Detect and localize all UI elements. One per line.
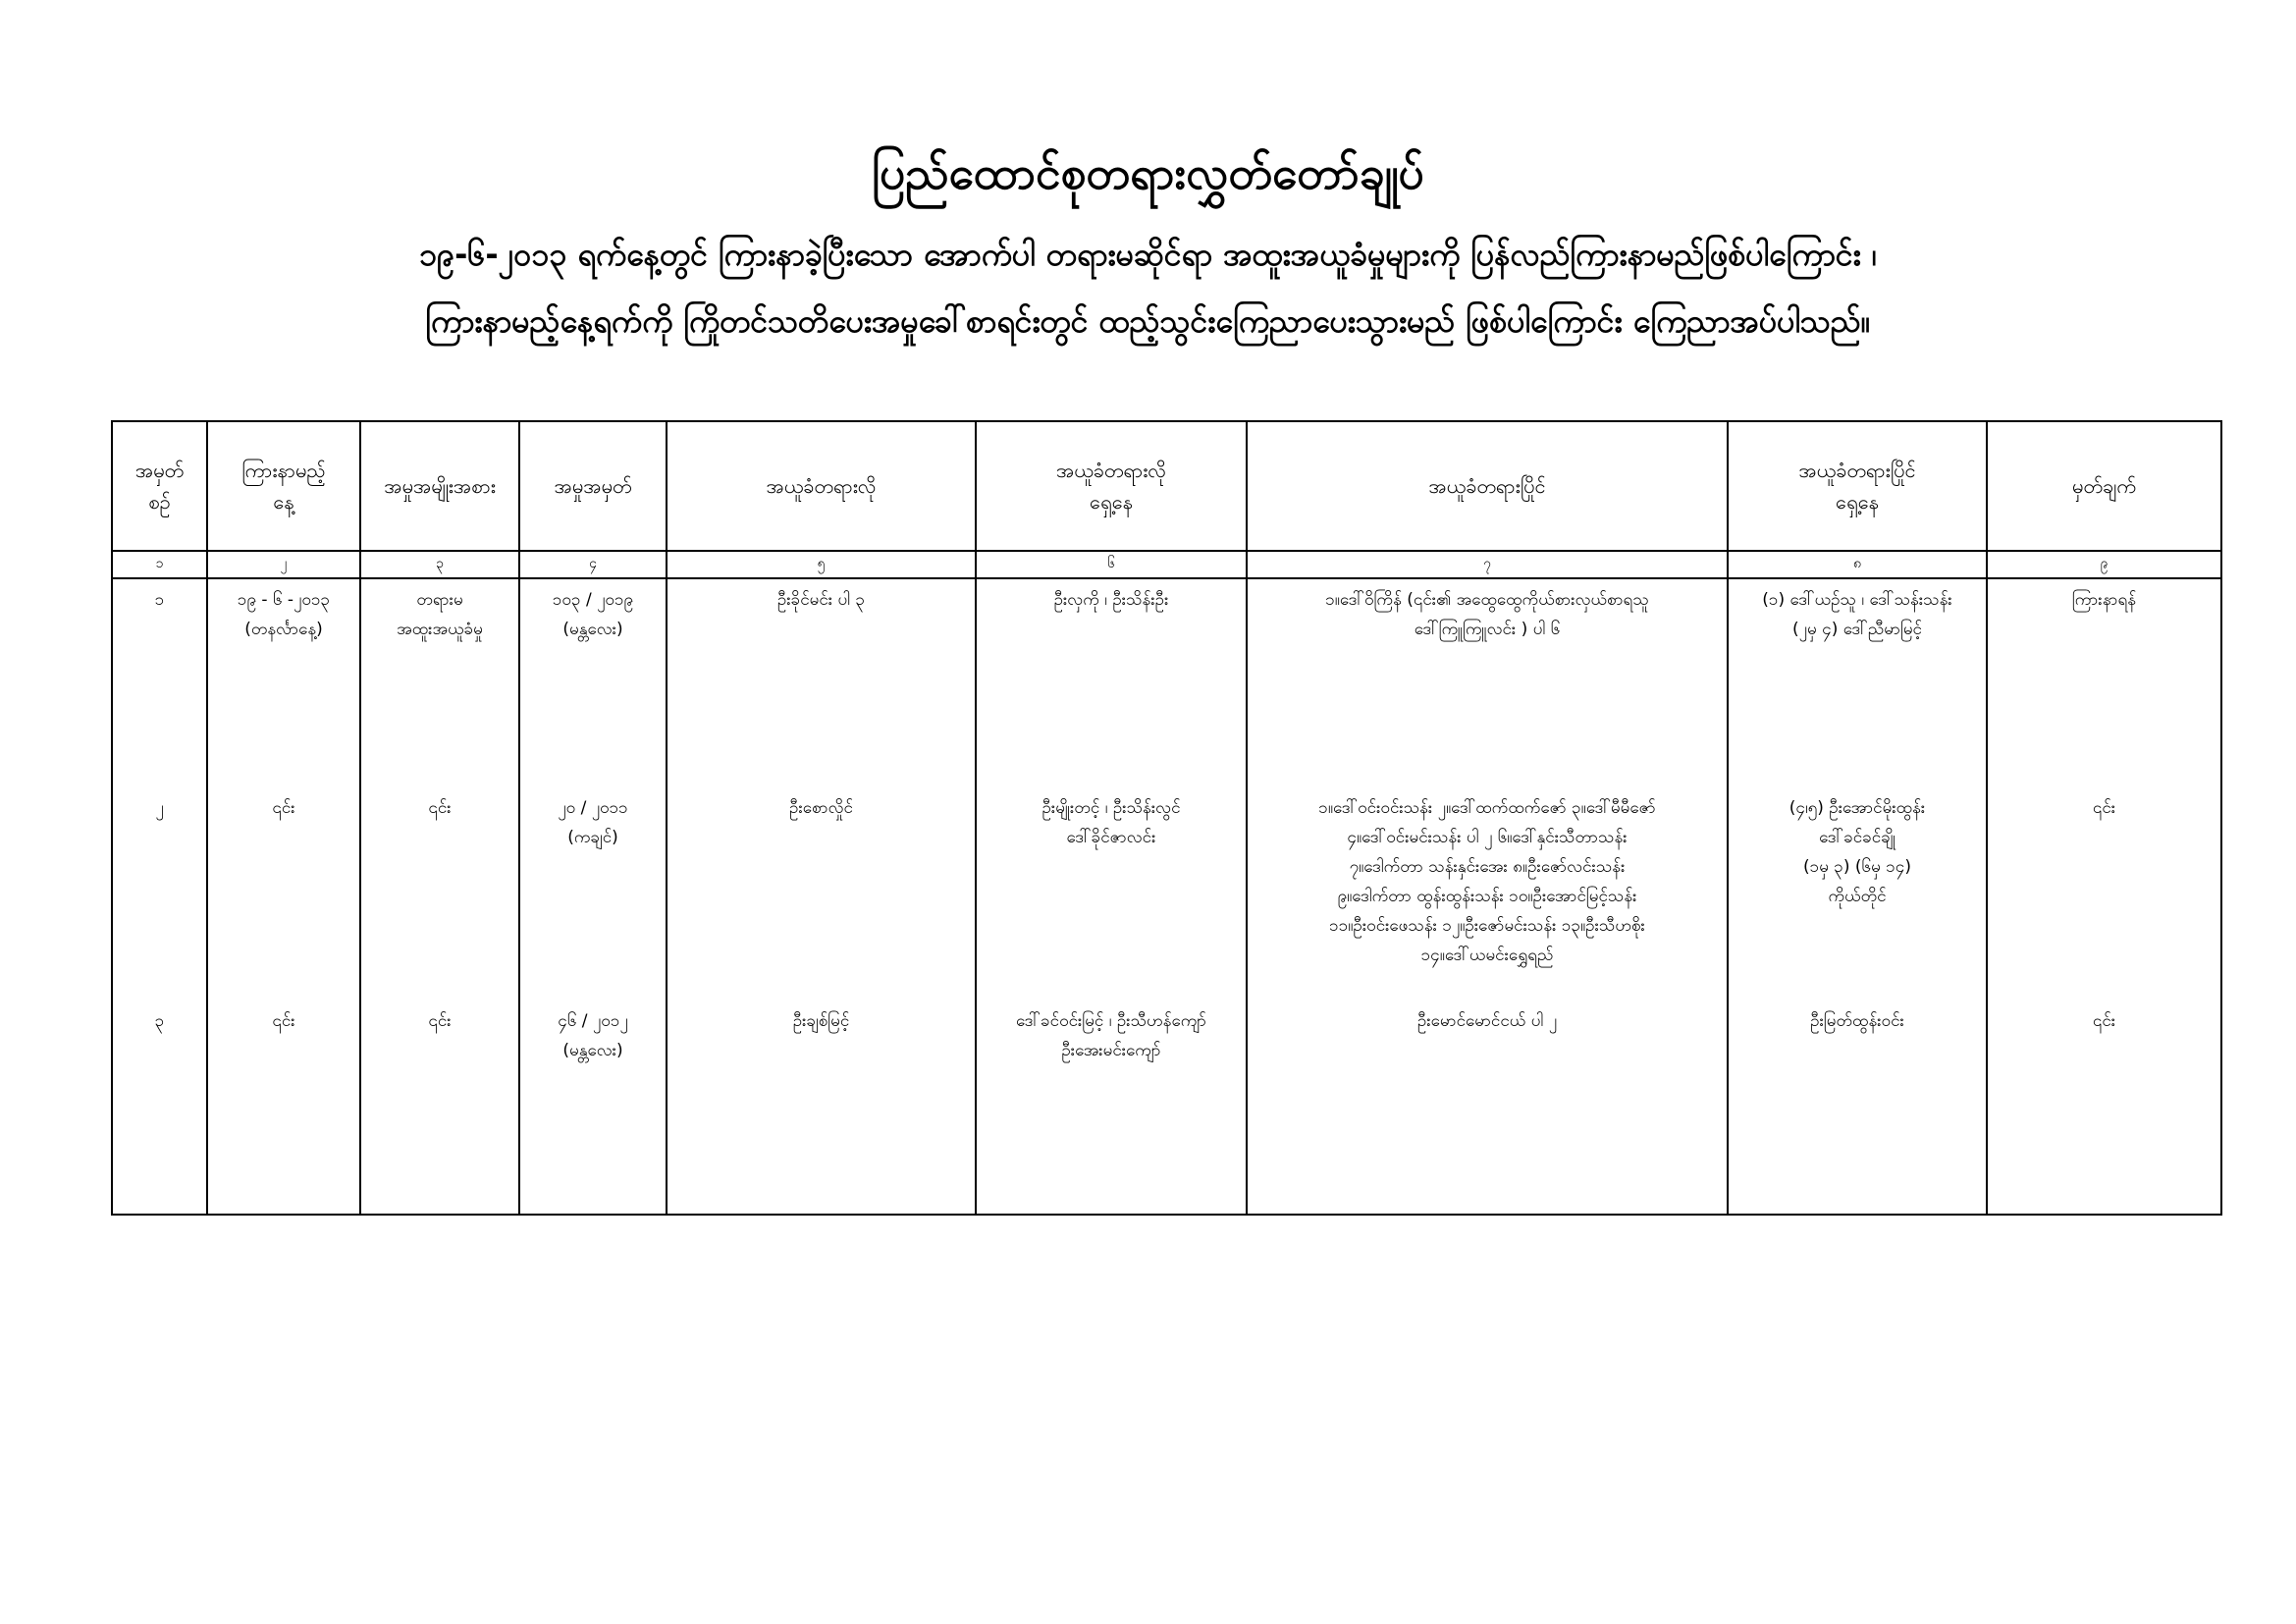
cell-appellant: ဦးခိုင်မင်း ပါ ၃ xyxy=(667,578,976,787)
column-header-remarks: မှတ်ချက် xyxy=(1987,421,2221,551)
case-list-table xyxy=(111,420,2222,1216)
cell-respondent: ၁။ဒေါ်ဝင်းဝင်းသန်း ၂။ဒေါ်ထက်ထက်ဇော် ၃။ဒေါ်မီမီဇော် ၄။ဒေါ်ဝင်းမင်းသန်း ပါ ၂ ၆။ဒေါ်နှင်းသီတာသန်း ၇။ဒေါက်တာ သန်းနှင်းအေး ၈။ဦးဇော်လင်းသန်း ၉။ဒေါက်တာ ထွန်းထွန်းသန်း ၁၀။ဦးအောင်မြင့်သန်း ၁၁။ဦးဝင်းဖေသန်း ၁၂။ဦးဇော်မင်းသန်း ၁၃။ဦးသီဟစိုး ၁၄။ဒေါ်ယမင်းရွှေရည် xyxy=(1247,787,1728,1001)
cell-remarks: ၎င်း xyxy=(1987,1001,2221,1215)
cell-appellant-lawyer: ဦးမျိုးတင့် ၊ ဦးသိန်းလွင် ဒေါ်ခိုင်ဇာလင်း xyxy=(976,787,1247,1001)
cell-no: ၂ xyxy=(112,787,207,1001)
cell-appellant: ဦးစောလှိုင် xyxy=(667,787,976,1001)
announcement-line-2: ကြားနာမည့်နေ့ရက်ကို ကြိုတင်သတိပေးအမှုခေါ်စာရင်းတွင် ထည့်သွင်းကြေညာပေးသွားမည် ဖြစ်ပါကြောင်း ကြေညာအပ်ပါသည်။ xyxy=(425,302,1871,340)
column-number: ၄ xyxy=(519,551,667,578)
cell-appellant: ဦးချစ်မြင့် xyxy=(667,1001,976,1215)
cell-hearing-date: ၁၉ - ၆ -၂၀၁၃ (တနင်္လာနေ့) xyxy=(207,578,360,787)
column-number: ၁ xyxy=(112,551,207,578)
table-header-row xyxy=(112,421,2221,551)
cell-case-number: ၄၆ / ၂၀၁၂ (မန္တလေး) xyxy=(519,1001,667,1215)
column-number: ၆ xyxy=(976,551,1247,578)
cell-respondent-lawyer: ဦးမြတ်ထွန်းဝင်း xyxy=(1728,1001,1987,1215)
column-header-respondent-lawyer: အယူခံတရားပြိုင် ရှေ့နေ xyxy=(1728,421,1987,551)
column-number: ၈ xyxy=(1728,551,1987,578)
cell-respondent: ဦးမောင်မောင်ငယ် ပါ ၂ xyxy=(1247,1001,1728,1215)
cell-remarks: ၎င်း xyxy=(1987,787,2221,1001)
cell-case-type: တရားမ အထူးအယူခံမှု xyxy=(360,578,519,787)
cell-appellant-lawyer: ဒေါ်ခင်ဝင်းမြင့် ၊ ဦးသီဟန်ကျော် ဦးအေးမင်းကျော် xyxy=(976,1001,1247,1215)
column-header-respondent: အယူခံတရားပြိုင် xyxy=(1247,421,1728,551)
announcement-line-1: ၁၉-၆-၂၀၁၃ ရက်နေ့တွင် ကြားနာခဲ့ပြီးသော အောက်ပါ တရားမဆိုင်ရာ အထူးအယူခံမှုများကို ပြန်လည်ကြားနာမည်ဖြစ်ပါကြောင်း ၊ xyxy=(419,236,1877,273)
cell-no: ၁ xyxy=(112,578,207,787)
cell-case-number: ၁၀၃ / ၂၀၁၉ (မန္တလေး) xyxy=(519,578,667,787)
cell-respondent-lawyer: (၁) ဒေါ်ယဉ်သူ ၊ ဒေါ်သန်းသန်း (၂မှ ၄) ဒေါ်ညီမာမြင့် xyxy=(1728,578,1987,787)
page-title: ပြည်ထောင်စုတရားလွှတ်တော်ချုပ် xyxy=(872,146,1424,199)
cell-case-type: ၎င်း xyxy=(360,787,519,1001)
column-number: ၇ xyxy=(1247,551,1728,578)
column-number: ၂ xyxy=(207,551,360,578)
column-number: ၉ xyxy=(1987,551,2221,578)
cell-case-number: ၂၀ / ၂၀၁၁ (ကချင်) xyxy=(519,787,667,1001)
column-header-appellant-lawyer: အယူခံတရားလို ရှေ့နေ xyxy=(976,421,1247,551)
cell-respondent: ၁။ဒေါ်ဝိကြိန် (၎င်း၏ အထွေထွေကိုယ်စားလှယ်စာရသူ ဒေါ်ကြူကြူလင်း ) ပါ ၆ xyxy=(1247,578,1728,787)
cell-case-type: ၎င်း xyxy=(360,1001,519,1215)
cell-hearing-date: ၎င်း xyxy=(207,787,360,1001)
cell-respondent-lawyer: (၄၊၅) ဦးအောင်မိုးထွန်း ဒေါ်ခင်ခင်ချို (၁မှ ၃) (၆မှ ၁၄) ကိုယ်တိုင် xyxy=(1728,787,1987,1001)
table-row xyxy=(112,578,2221,787)
table-row xyxy=(112,787,2221,1001)
cell-no: ၃ xyxy=(112,1001,207,1215)
column-number-row xyxy=(112,551,2221,578)
column-number: ၅ xyxy=(667,551,976,578)
cell-remarks: ကြားနာရန် xyxy=(1987,578,2221,787)
column-number: ၃ xyxy=(360,551,519,578)
cell-hearing-date: ၎င်း xyxy=(207,1001,360,1215)
column-header-appellant: အယူခံတရားလို xyxy=(667,421,976,551)
column-header-no: အမှတ် စဉ် xyxy=(112,421,207,551)
column-header-hearing-date: ကြားနာမည့် နေ့ xyxy=(207,421,360,551)
table-row xyxy=(112,1001,2221,1215)
cell-appellant-lawyer: ဦးလှကို ၊ ဦးသိန်းဦး xyxy=(976,578,1247,787)
column-header-case-type: အမှုအမျိုးအစား xyxy=(360,421,519,551)
column-header-case-number: အမှုအမှတ် xyxy=(519,421,667,551)
